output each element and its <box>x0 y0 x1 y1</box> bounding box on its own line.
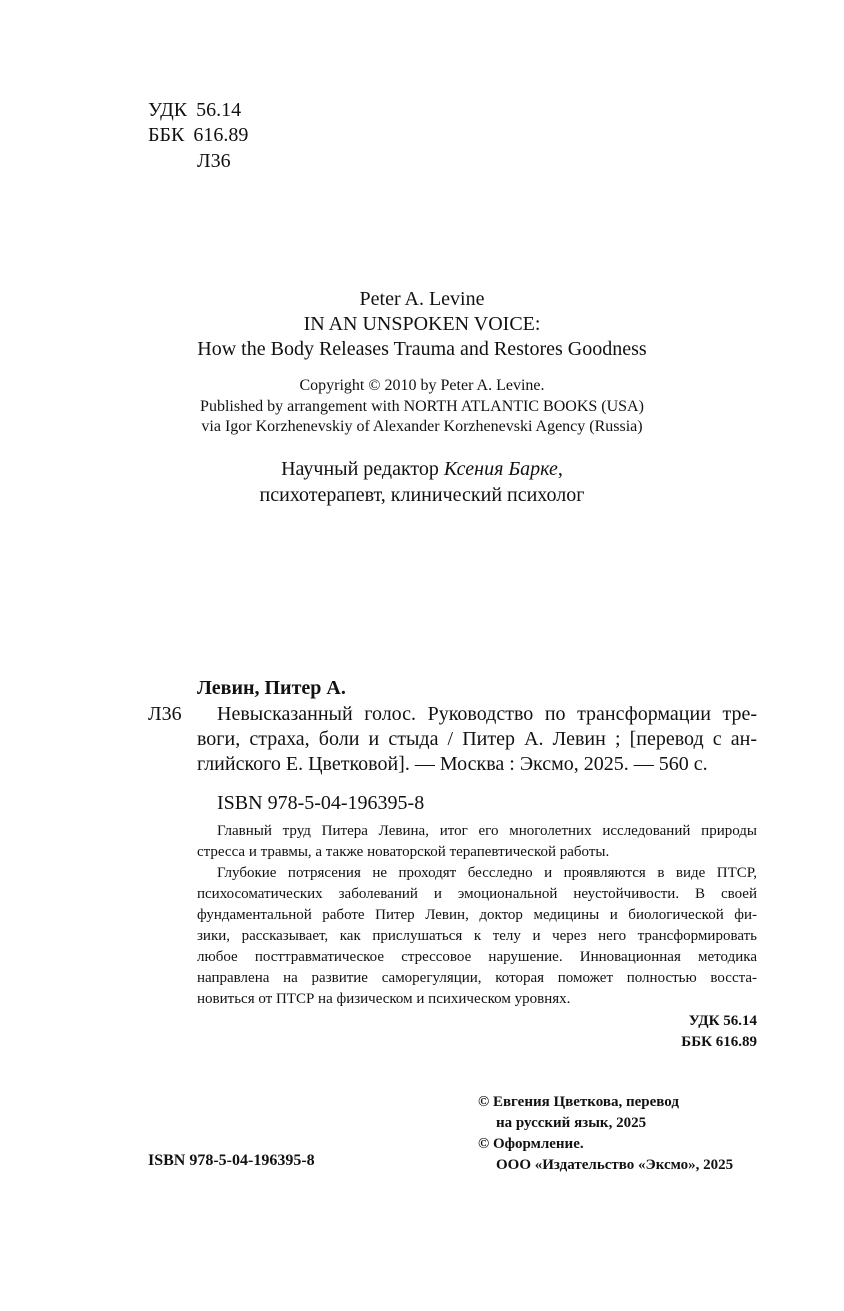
translation-copyright-cont: на русский язык, 2025 <box>496 1115 647 1131</box>
catalog-description-line: глийского Е. Цветковой]. — Москва : Эксмо, 2025. — 560 с. <box>197 753 708 775</box>
udk-value: 56.14 <box>196 99 242 121</box>
editor-role: психотерапевт, клинический психолог <box>259 484 585 506</box>
annotation-line: направлена на развитие саморегуляции, которая поможет полностью восста- <box>197 970 757 986</box>
publication-arrangement: Published by arrangement with NORTH ATLANTIC BOOKS (USA) <box>200 398 644 415</box>
translation-copyright: © Евгения Цветкова, перевод <box>478 1094 679 1110</box>
scientific-editor <box>0 456 844 482</box>
annotation-line: Глубокие потрясения не проходят бесследно и проявляются в виде ПТСР, <box>217 865 757 881</box>
original-title: IN AN UNSPOKEN VOICE: <box>303 313 541 335</box>
footer-isbn: ISBN 978-5-04-196395-8 <box>148 1152 315 1169</box>
bbk-line <box>148 122 248 148</box>
catalog-description-line: воги, страха, боли и стыда / Питер А. Левин ; [перевод с ан- <box>197 728 757 750</box>
catalog-udk: УДК 56.14 <box>688 1013 757 1029</box>
catalog-heading: Левин, Питер А. <box>197 677 346 699</box>
original-copyright: Copyright © 2010 by Peter A. Levine. <box>299 377 545 394</box>
original-subtitle: How the Body Releases Trauma and Restores Goodness <box>197 338 647 360</box>
editor-name: Ксения Барке <box>443 458 558 480</box>
catalog-bbk: ББК 616.89 <box>681 1034 757 1050</box>
annotation-line: новиться от ПТСР на физическом и психическом уровнях. <box>197 991 571 1007</box>
rights-agency: via Igor Korzhenevskiy of Alexander Korzhenevski Agency (Russia) <box>201 418 643 435</box>
catalog-isbn: ISBN 978-5-04-196395-8 <box>217 792 425 814</box>
catalog-description-line: Невысказанный голос. Руководство по трансформации тре- <box>217 703 757 725</box>
annotation-line: любое посттравматическое стрессовое нарушение. Инновационная методика <box>197 949 757 965</box>
design-copyright: © Оформление. <box>478 1136 584 1152</box>
annotation-line: фундаментальной работе Питер Левин, доктор медицины и биологической фи- <box>197 907 757 923</box>
annotation-line: Главный труд Питера Левина, итог его многолетних исследований природы <box>217 823 757 839</box>
original-author: Peter A. Levine <box>359 288 485 310</box>
annotation-line: стресса и травмы, а также новаторской терапевтической работы. <box>197 844 610 860</box>
udk-line <box>148 97 241 123</box>
publisher-copyright: ООО «Издательство «Эксмо», 2025 <box>496 1157 734 1173</box>
editor-prefix: Научный редактор <box>281 458 444 480</box>
annotation-line: зики, рассказывает, как прислушаться к телу и через него трансформировать <box>197 928 757 944</box>
catalog-mark: Л36 <box>148 703 182 725</box>
udk-label: УДК <box>148 99 188 121</box>
editor-suffix: , <box>557 458 563 480</box>
annotation-line: психосоматических заболеваний и эмоциональной неустойчивости. В своей <box>197 886 757 902</box>
bbk-value: 616.89 <box>193 124 249 146</box>
author-mark: Л36 <box>197 150 231 172</box>
bbk-label: ББК <box>148 124 185 146</box>
